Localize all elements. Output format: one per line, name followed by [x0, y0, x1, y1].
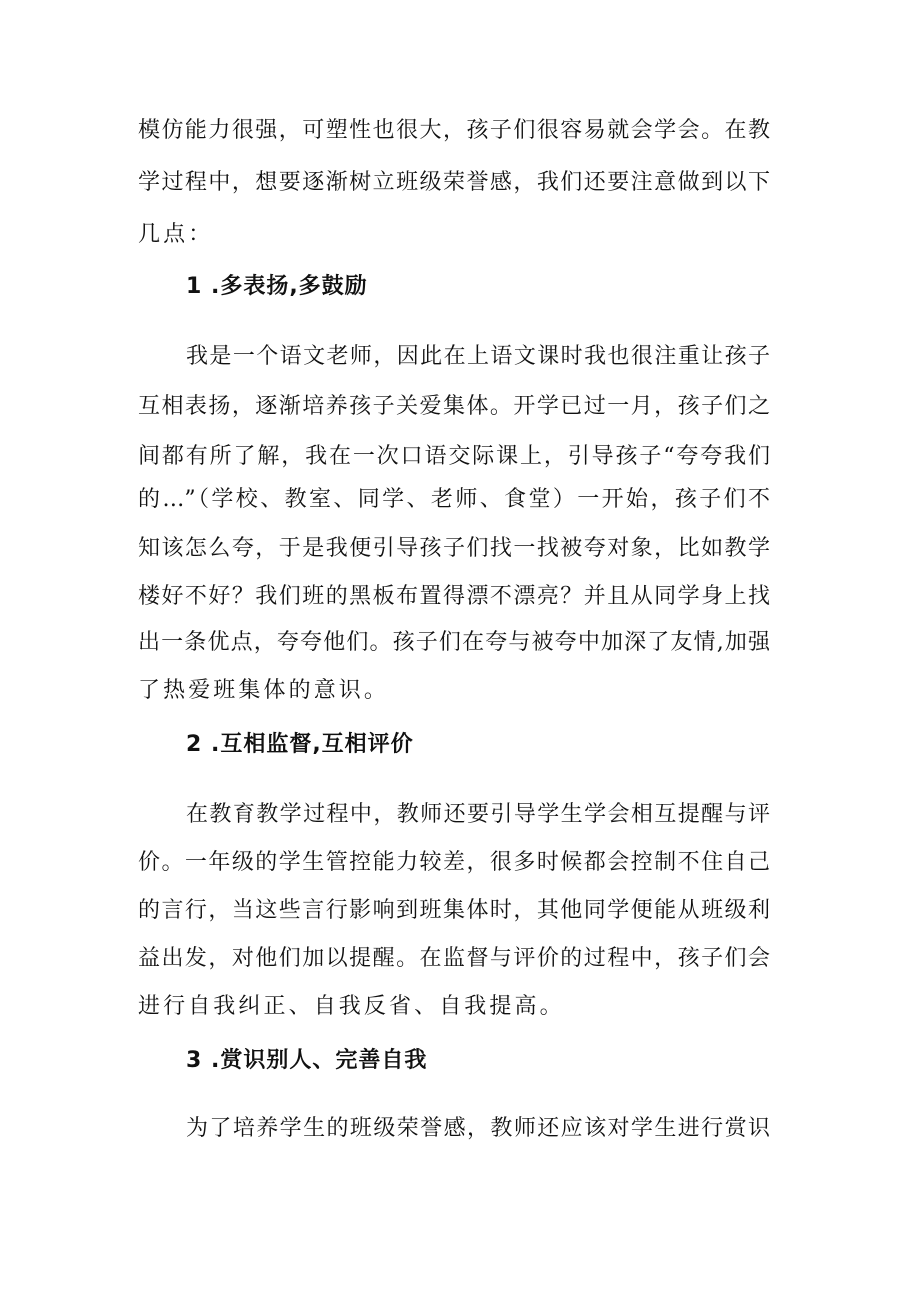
- section-1-line-3: 间都有所了解，我在一次口语交际课上，引导孩子“夸夸我们: [138, 444, 770, 469]
- section-2-line-4: 益出发，对他们加以提醒。在监督与评价的过程中，孩子们会: [138, 946, 770, 971]
- section-2-line-2: 价。一年级的学生管控能力较差，很多时候都会控制不住自己: [138, 850, 770, 875]
- section-1-line-8: 了热爱班集体的意识。: [138, 678, 390, 703]
- section-2-heading: 2 .互相监督,互相评价: [186, 732, 414, 757]
- intro-line-1: 模仿能力很强，可塑性也很大，孩子们很容易就会学会。在教: [138, 118, 770, 143]
- section-1-line-6: 楼好不好？我们班的黑板布置得漂不漂亮？并且从同学身上找: [138, 584, 770, 609]
- intro-line-3: 几点：: [138, 222, 214, 247]
- section-1-line-5: 知该怎么夸，于是我便引导孩子们找一找被夸对象，比如教学: [138, 536, 770, 561]
- section-1-line-7: 出一条优点，夸夸他们。孩子们在夸与被夸中加深了友情,加强: [138, 630, 770, 655]
- section-3-heading: 3 .赏识别人、完善自我: [186, 1048, 428, 1073]
- section-2-line-3: 的言行，当这些言行影响到班集体时，其他同学便能从班级利: [138, 898, 770, 923]
- section-1-line-4: 的…”（学校、教室、同学、老师、食堂）一开始，孩子们不: [138, 487, 770, 512]
- section-1-heading: 1 .多表扬,多鼓励: [186, 274, 368, 299]
- section-1-line-1: 我是一个语文老师，因此在上语文课时我也很注重让孩子: [186, 344, 770, 369]
- section-3-line-1: 为了培养学生的班级荣誉感，教师还应该对学生进行赏识: [186, 1116, 770, 1141]
- intro-line-2: 学过程中，想要逐渐树立班级荣誉感，我们还要注意做到以下: [138, 170, 770, 195]
- section-1-line-2: 互相表扬，逐渐培养孩子关爱集体。开学已过一月，孩子们之: [138, 394, 770, 419]
- section-2-line-5: 进行自我纠正、自我反省、自我提高。: [138, 994, 565, 1019]
- section-2-line-1: 在教育教学过程中，教师还要引导学生学会相互提醒与评: [186, 802, 770, 827]
